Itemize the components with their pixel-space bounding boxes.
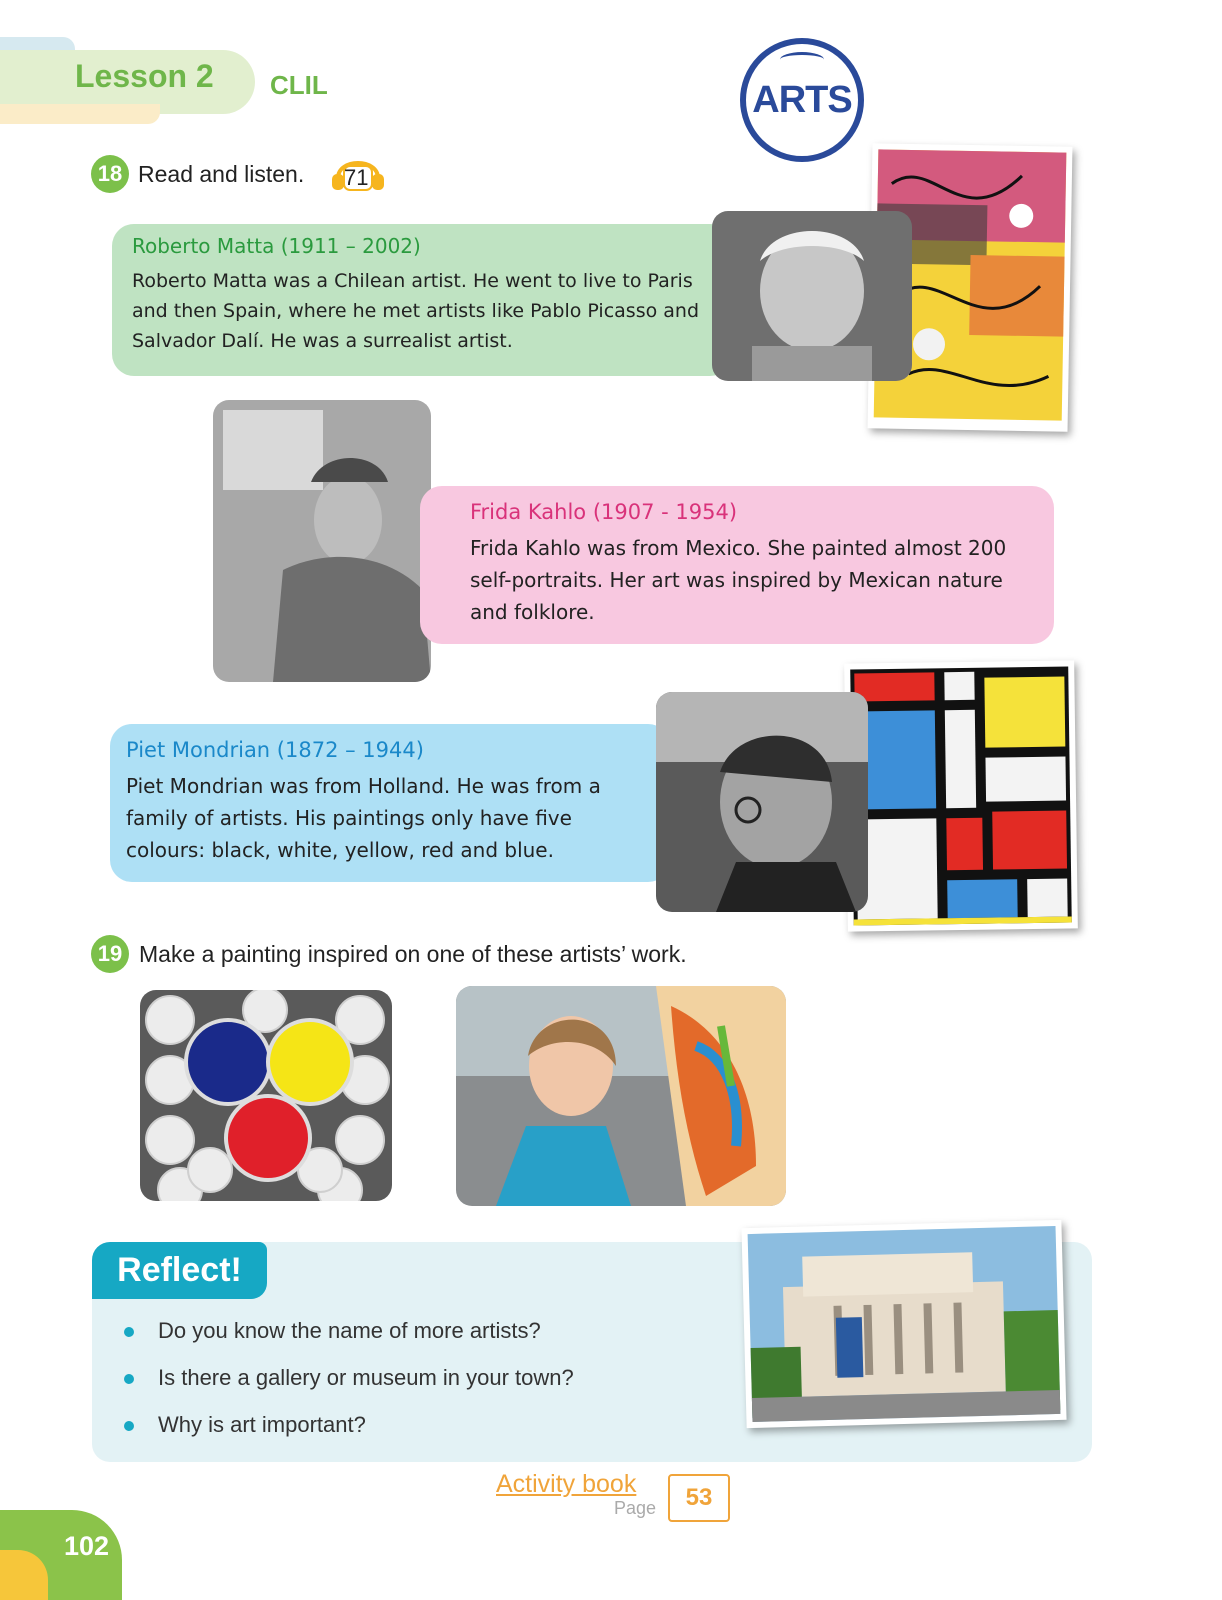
arts-badge-label: ARTS: [752, 78, 852, 121]
kahlo-portrait: [213, 400, 431, 682]
matta-portrait: [712, 211, 912, 381]
activity-book-page-label: Page: [614, 1498, 657, 1518]
activity-book-page-number: 53: [668, 1474, 730, 1522]
mondrian-painting: [844, 660, 1078, 931]
artist-title: Frida Kahlo (1907 - 1954): [470, 500, 738, 524]
artist-title: Roberto Matta (1911 – 2002): [132, 234, 421, 258]
artist-bio-line: and then Spain, where he met artists like Pablo Picasso and: [132, 300, 700, 322]
page-number: 102: [64, 1531, 110, 1561]
paint-pots-photo: [140, 990, 392, 1201]
lesson-label: Lesson 2: [75, 58, 214, 94]
girl-painting-image: [456, 986, 786, 1206]
activity-18-instruction: Read and listen.: [138, 161, 305, 187]
museum-building-image: [741, 1220, 1066, 1428]
portrait-photo: [213, 400, 431, 682]
museum-photo: [741, 1220, 1066, 1428]
activity-19-instruction: Make a painting inspired on one of these artists’ work.: [139, 941, 687, 967]
artist-card-mondrian: [110, 724, 670, 882]
audio-track-number: 71: [344, 165, 369, 190]
portrait-photo: [712, 211, 912, 381]
artist-card-matta: [112, 224, 732, 376]
arts-badge-arc: [780, 52, 824, 67]
artist-bio-line: self-portraits. Her art was inspired by Mexican nature: [470, 568, 1003, 592]
reflect-title: Reflect!: [92, 1242, 267, 1299]
artist-bio-line: family of artists. His paintings only have five: [126, 806, 572, 830]
header-decoration: [0, 104, 160, 124]
activity-number-18: 18: [91, 155, 129, 193]
artist-bio-line: Frida Kahlo was from Mexico. She painted almost 200: [470, 536, 1007, 560]
activity-number-19: 19: [91, 935, 129, 973]
clil-label: CLIL: [270, 70, 328, 100]
artist-card-kahlo: [420, 486, 1054, 644]
artist-bio-line: and folklore.: [470, 600, 595, 624]
artist-bio-line: colours: black, white, yellow, red and blue.: [126, 838, 554, 862]
bullet: [124, 1421, 134, 1431]
artist-title: Piet Mondrian (1872 – 1944): [126, 738, 424, 762]
activity-book-link[interactable]: Activity book: [496, 1470, 637, 1498]
mondrian-portrait: [656, 692, 868, 912]
girl-painting-photo: [456, 986, 786, 1206]
reflect-question: Is there a gallery or museum in your town?: [158, 1365, 574, 1390]
bullet: [124, 1374, 134, 1384]
artist-bio-line: Salvador Dalí. He was a surrealist artist.: [132, 330, 513, 352]
portrait-photo: [656, 692, 868, 912]
artist-bio-line: Roberto Matta was a Chilean artist. He went to live to Paris: [132, 270, 693, 292]
reflect-question: Why is art important?: [158, 1412, 366, 1437]
bullet: [124, 1327, 134, 1337]
paint-pots-image: [140, 990, 392, 1201]
reflect-question: Do you know the name of more artists?: [158, 1318, 541, 1343]
composition-painting-image: [844, 660, 1078, 931]
artist-bio-line: Piet Mondrian was from Holland. He was from a: [126, 774, 601, 798]
